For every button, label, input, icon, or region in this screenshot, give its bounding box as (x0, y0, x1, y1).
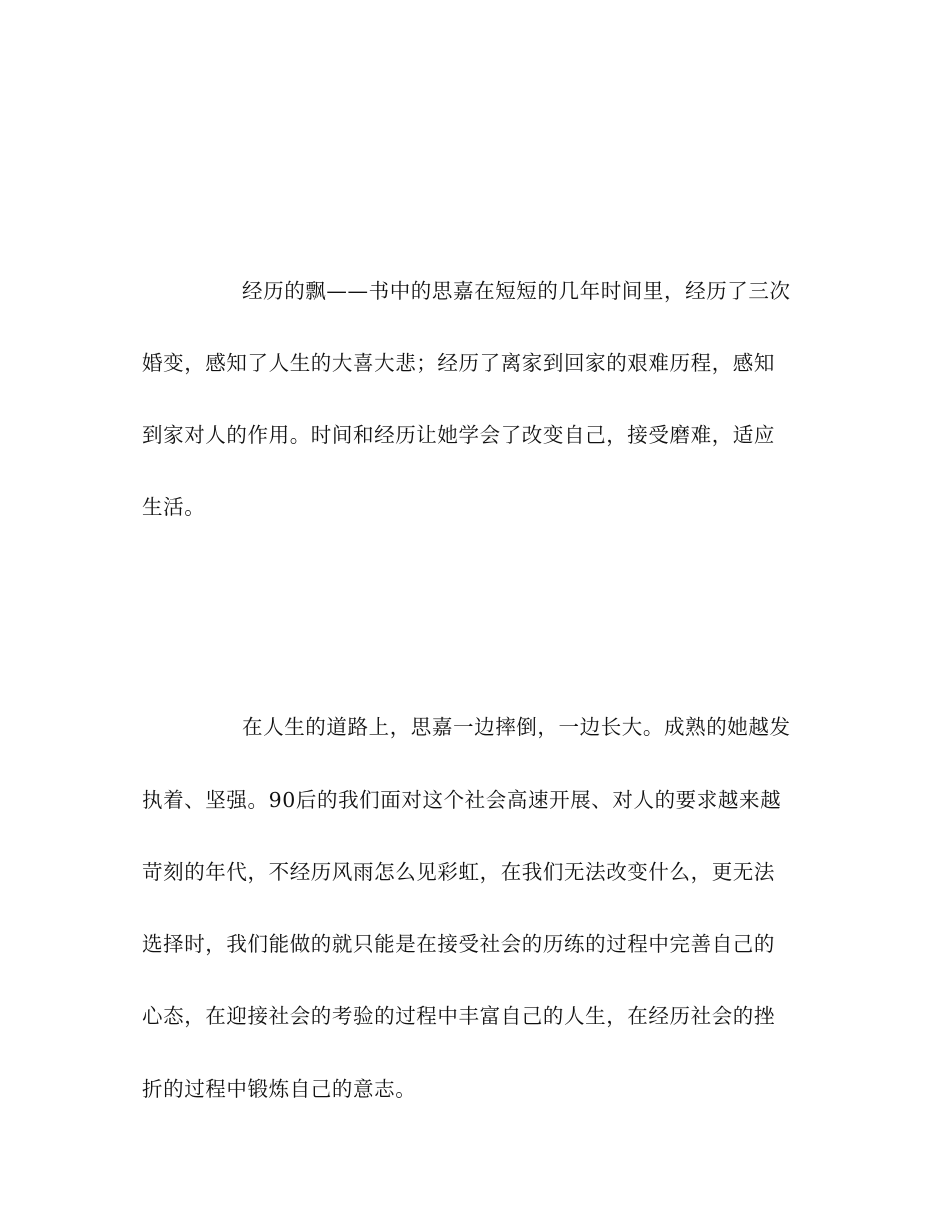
paragraph-line: 心态，在迎接社会的考验的过程中丰富自己的人生，在经历社会的挫 (142, 1004, 775, 1028)
paragraph-line: 选择时，我们能做的就只能是在接受社会的历练的过程中完善自己的 (142, 932, 775, 956)
paragraph-line: 婚变，感知了人生的大喜大悲；经历了离家到回家的艰难历程，感知 (142, 351, 775, 375)
paragraph-line: 在人生的道路上，思嘉一边摔倒，一边长大。成熟的她越发 (242, 715, 791, 739)
paragraph-line: 到家对人的作用。时间和经历让她学会了改变自己，接受磨难，适应 (142, 423, 775, 447)
paragraph-line: 折的过程中锻炼自己的意志。 (142, 1077, 417, 1101)
paragraph-line: 生活。 (142, 495, 206, 519)
paragraph-line: 苛刻的年代，不经历风雨怎么见彩虹，在我们无法改变什么，更无法 (142, 860, 775, 884)
paragraph-line: 执着、坚强。90后的我们面对这个社会高速开展、对人的要求越来越 (142, 788, 782, 812)
paragraph-line: 经历的飘——书中的思嘉在短短的几年时间里，经历了三次 (242, 279, 791, 303)
